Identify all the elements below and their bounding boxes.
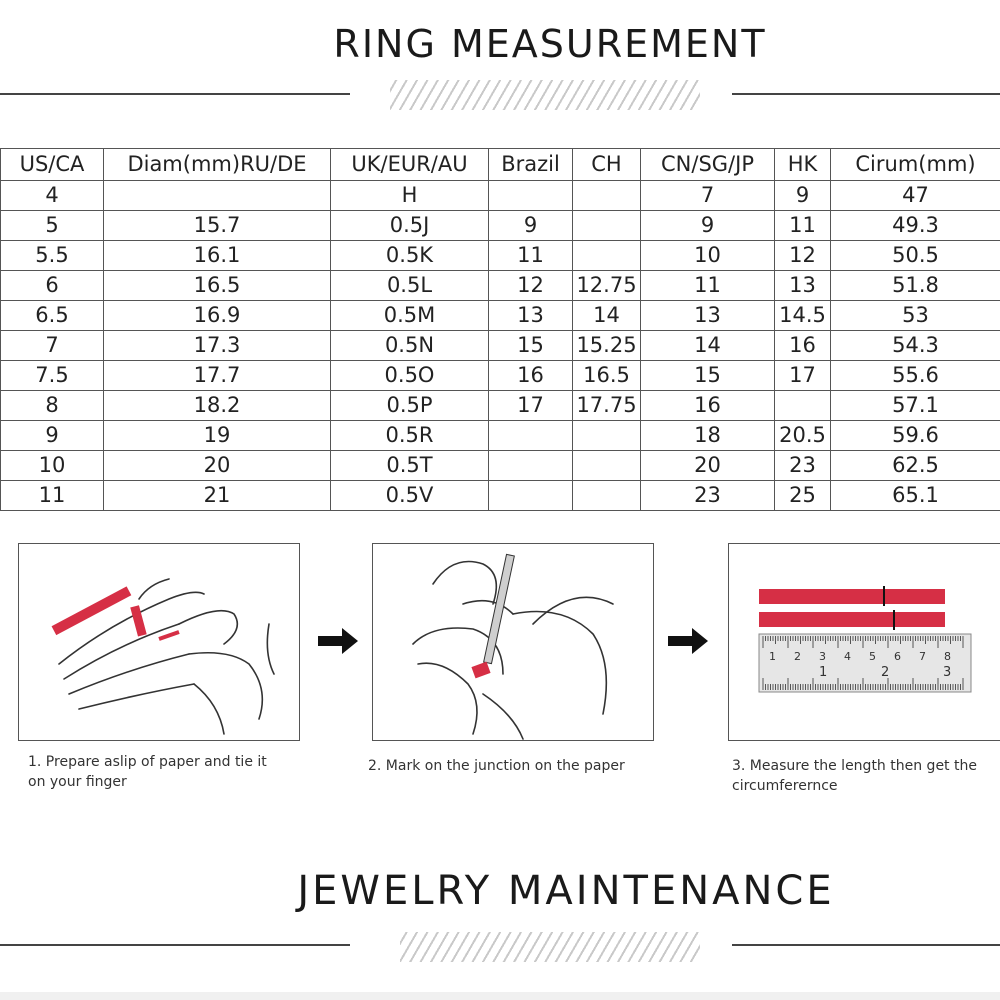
table-cell: 15 [489,331,573,361]
table-cell: 20 [104,451,331,481]
table-cell: 15 [641,361,775,391]
finger-paper-icon [19,544,299,740]
table-cell: 15.7 [104,211,331,241]
ruler-tick-label: 3 [943,665,952,680]
table-cell: 11 [641,271,775,301]
jewelry-maintenance-title: JEWELRY MAINTENANCE [297,868,835,914]
table-cell: 0.5L [331,271,489,301]
table-cell: H [331,181,489,211]
table-cell: 23 [641,481,775,511]
table-cell: 11 [1,481,104,511]
step-3-panel [728,543,1000,741]
table-cell: 16 [489,361,573,391]
table-cell: 57.1 [831,391,1000,421]
table-cell: 47 [831,181,1000,211]
ruler-tick-label: 8 [944,650,951,663]
table-cell [573,481,641,511]
column-header: Brazil [489,149,573,181]
table-cell: 17.7 [104,361,331,391]
table-cell: 0.5T [331,451,489,481]
ruler-tick-label: 6 [894,650,901,663]
divider-hatch [400,932,700,962]
ruler-tick-label: 7 [919,650,926,663]
table-cell: 16.9 [104,301,331,331]
table-cell: 11 [489,241,573,271]
table-cell: 9 [775,181,831,211]
arrow-right-icon [318,628,358,654]
table-cell: 0.5V [331,481,489,511]
ruler-tick-label: 1 [769,650,776,663]
table-cell: 16.5 [573,361,641,391]
table-cell: 6.5 [1,301,104,331]
table-row [1,211,1000,241]
table-cell: 14 [641,331,775,361]
table-cell: 14.5 [775,301,831,331]
ring-measurement-title: RING MEASUREMENT [333,22,767,66]
table-cell [573,181,641,211]
table-cell [775,391,831,421]
divider-left [0,944,350,946]
table-cell: 16.1 [104,241,331,271]
table-cell: 13 [775,271,831,301]
table-cell: 19 [104,421,331,451]
step-1-caption-line: 1. Prepare aslip of paper and tie it [28,754,267,770]
table-cell: 12 [775,241,831,271]
table-cell: 8 [1,391,104,421]
table-row [1,181,1000,211]
ruler-tick-label: 5 [869,650,876,663]
table-cell: 20 [641,451,775,481]
table-cell: 4 [1,181,104,211]
table-cell: 17 [489,391,573,421]
table-cell: 13 [641,301,775,331]
step-1-caption-line: on your finger [28,774,127,790]
table-cell: 0.5R [331,421,489,451]
column-header: Diam(mm)RU/DE [104,149,331,181]
table-cell: 5 [1,211,104,241]
ring-size-table [0,148,1000,511]
step-3-caption [732,756,1000,796]
divider-hatch [390,80,700,110]
ruler-tick-label: 2 [794,650,801,663]
table-row [1,241,1000,271]
step-3-caption-line: 3. Measure the length then get the [732,758,977,774]
table-cell [573,421,641,451]
table-cell [104,181,331,211]
step-3-caption-line: circumferernce [732,778,838,794]
table-row [1,451,1000,481]
table-cell: 54.3 [831,331,1000,361]
table-row [1,391,1000,421]
table-cell: 21 [104,481,331,511]
table-cell [489,451,573,481]
divider-right [732,93,1000,95]
table-cell: 55.6 [831,361,1000,391]
table-cell: 50.5 [831,241,1000,271]
mark-pen-icon [373,544,653,740]
column-header: CH [573,149,641,181]
table-cell: 5.5 [1,241,104,271]
divider-right [732,944,1000,946]
table-cell: 17 [775,361,831,391]
table-row [1,301,1000,331]
column-header: UK/EUR/AU [331,149,489,181]
table-cell: 18.2 [104,391,331,421]
table-cell: 17.3 [104,331,331,361]
table-cell: 65.1 [831,481,1000,511]
step-1-caption [28,752,267,792]
table-cell: 9 [489,211,573,241]
table-cell: 18 [641,421,775,451]
table-header-row [1,149,1000,181]
column-header: HK [775,149,831,181]
table-cell: 15.25 [573,331,641,361]
table-cell: 14 [573,301,641,331]
product-image-strip [0,992,1000,1000]
table-cell: 0.5N [331,331,489,361]
table-cell [489,421,573,451]
table-cell: 51.8 [831,271,1000,301]
table-cell: 12.75 [573,271,641,301]
table-cell: 49.3 [831,211,1000,241]
ruler-icon [729,544,1000,740]
table-row [1,271,1000,301]
table-cell [489,181,573,211]
table-cell: 7 [1,331,104,361]
table-cell: 9 [1,421,104,451]
table-row [1,481,1000,511]
table-cell: 16 [775,331,831,361]
table-cell: 62.5 [831,451,1000,481]
table-cell [573,211,641,241]
column-header: CN/SG/JP [641,149,775,181]
arrow-right-icon [668,628,708,654]
table-cell: 16 [641,391,775,421]
table-cell: 11 [775,211,831,241]
table-cell: 0.5P [331,391,489,421]
ruler-tick-label: 4 [844,650,851,663]
divider-left [0,93,350,95]
table-cell: 0.5O [331,361,489,391]
table-cell: 17.75 [573,391,641,421]
table-row [1,421,1000,451]
ruler-tick-label: 1 [819,665,828,680]
table-cell: 25 [775,481,831,511]
table-cell: 23 [775,451,831,481]
table-cell: 59.6 [831,421,1000,451]
ruler-tick-label: 2 [881,665,890,680]
step-2-caption: 2. Mark on the junction on the paper [368,758,625,774]
table-cell: 7.5 [1,361,104,391]
step-2-panel [372,543,654,741]
column-header: US/CA [1,149,104,181]
table-cell: 0.5K [331,241,489,271]
table-cell: 0.5M [331,301,489,331]
table-cell: 10 [641,241,775,271]
table-cell: 10 [1,451,104,481]
table-cell: 20.5 [775,421,831,451]
table-cell: 12 [489,271,573,301]
table-cell [573,451,641,481]
table-cell: 13 [489,301,573,331]
table-cell: 6 [1,271,104,301]
table-cell: 9 [641,211,775,241]
table-cell: 7 [641,181,775,211]
table-cell: 0.5J [331,211,489,241]
table-cell [573,241,641,271]
step-1-panel [18,543,300,741]
table-row [1,361,1000,391]
table-row [1,331,1000,361]
table-cell: 53 [831,301,1000,331]
table-cell [489,481,573,511]
table-cell: 16.5 [104,271,331,301]
column-header: Cirum(mm) [831,149,1000,181]
ruler-tick-label: 3 [819,650,826,663]
